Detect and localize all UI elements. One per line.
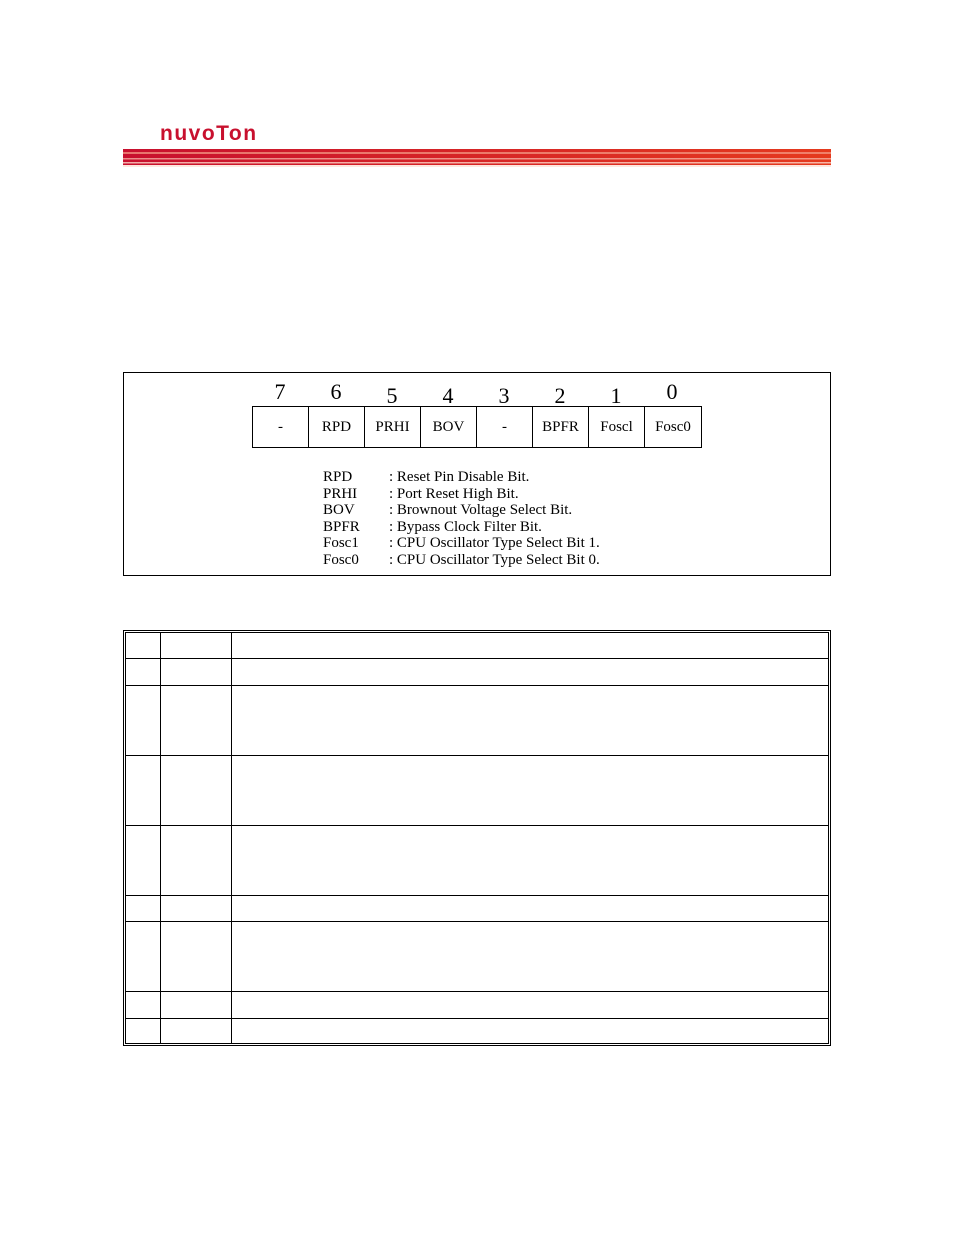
table-cell: [160, 825, 231, 895]
table-cell: [231, 825, 828, 895]
logo-text: nuvoTon: [160, 124, 258, 144]
bit-legend: [323, 469, 600, 569]
table-cell: [126, 991, 160, 1018]
table-row: [126, 921, 828, 991]
legend-name: Fosc0: [323, 551, 359, 568]
legend-item: [323, 469, 600, 486]
nuvoton-logo: [160, 124, 324, 144]
bit-number-7: 7: [274, 379, 286, 404]
register-bit-row: [252, 406, 702, 448]
bit-number-4: 4: [442, 383, 454, 408]
table-cell: [126, 921, 160, 991]
bit-cell-5: PRHI: [365, 407, 421, 447]
legend-item: [323, 535, 600, 552]
legend-name: BPFR: [323, 518, 360, 535]
bit-number-5: 5: [386, 383, 398, 408]
legend-desc: : Brownout Voltage Select Bit.: [389, 502, 573, 519]
table-cell: [126, 895, 160, 921]
legend-name: RPD: [323, 469, 353, 485]
legend-desc: : Reset Pin Disable Bit.: [389, 469, 530, 485]
legend-name: BOV: [323, 502, 355, 519]
table-cell: [231, 1018, 828, 1044]
table-cell: [231, 685, 828, 755]
table-cell: [231, 633, 828, 658]
bit-cell-2: BPFR: [533, 407, 589, 447]
bit-cell-3: -: [477, 407, 533, 447]
table-cell: [160, 1018, 231, 1044]
table-row: [126, 1018, 828, 1044]
legend-desc: : Port Reset High Bit.: [389, 485, 519, 502]
legend-desc: : Bypass Clock Filter Bit.: [389, 518, 542, 535]
table-cell: [160, 755, 231, 825]
table-cell: [231, 658, 828, 685]
bit-cell-7: -: [253, 407, 309, 447]
table-cell: [160, 921, 231, 991]
legend-item: [323, 519, 600, 536]
register-diagram: [123, 372, 831, 576]
legend-item: [323, 502, 600, 519]
table-row: [126, 658, 828, 685]
table-cell: [126, 1018, 160, 1044]
table-row: [126, 755, 828, 825]
bit-description-table: [123, 630, 831, 1046]
table-cell: [126, 825, 160, 895]
table-cell: [160, 658, 231, 685]
bit-cell-0: Fosc0: [655, 418, 691, 435]
table-cell: [231, 991, 828, 1018]
table-cell: [160, 895, 231, 921]
bit-cell-1: Foscl: [589, 407, 645, 447]
bit-number-2: 2: [554, 383, 566, 408]
description-grid: [126, 633, 828, 1044]
table-cell: [160, 685, 231, 755]
bit-cell-4: BOV: [421, 407, 477, 447]
table-row: [126, 895, 828, 921]
legend-name: PRHI: [323, 485, 358, 502]
table-cell: [160, 633, 231, 658]
legend-desc: : CPU Oscillator Type Select Bit 1.: [389, 535, 600, 552]
bit-number-3: 3: [498, 383, 510, 408]
bit-number-0: 0: [666, 379, 678, 404]
table-header-row: [126, 633, 828, 658]
table-cell: [231, 755, 828, 825]
header-banner: [123, 149, 831, 167]
table-row: [126, 825, 828, 895]
bit-number-1: 1: [610, 383, 622, 408]
table-row: [126, 991, 828, 1018]
table-cell: [126, 658, 160, 685]
table-cell: [160, 991, 231, 1018]
legend-desc: : CPU Oscillator Type Select Bit 0.: [389, 551, 600, 568]
table-cell: [126, 755, 160, 825]
bit-cell-6: RPD: [309, 407, 365, 447]
table-cell: [126, 685, 160, 755]
table-cell: [126, 633, 160, 658]
table-cell: [231, 921, 828, 991]
legend-name: Fosc1: [323, 535, 359, 552]
bit-number-6: 6: [330, 379, 342, 404]
table-row: [126, 685, 828, 755]
legend-item: [323, 486, 600, 503]
table-cell: [231, 895, 828, 921]
legend-item: [323, 552, 600, 569]
